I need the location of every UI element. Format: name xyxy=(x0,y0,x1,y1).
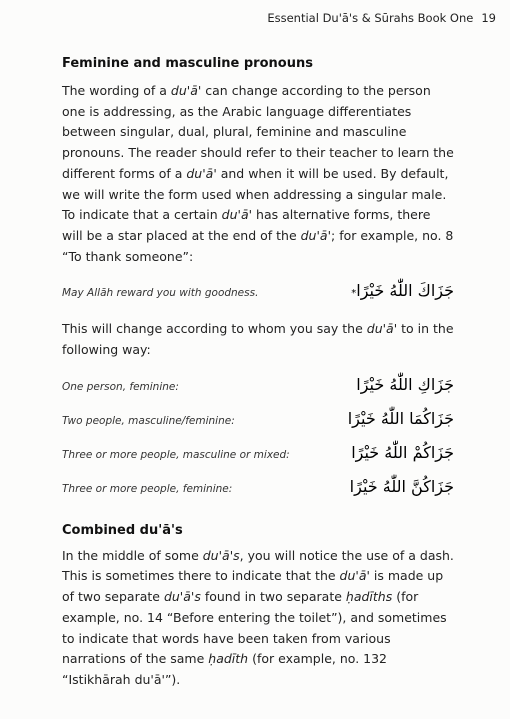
page-content xyxy=(62,56,454,691)
form-row xyxy=(62,375,454,409)
running-header xyxy=(267,11,496,25)
star-marker: * xyxy=(351,288,357,300)
example-translation: May Allāh reward you with goodness. xyxy=(62,287,259,300)
section-heading-combined: Combined du'ā's xyxy=(62,522,183,538)
form-arabic: جَزَاكُمْ اللّٰهُ خَيْرًا xyxy=(351,442,454,462)
form-arabic: جَزَاكُنَّ اللّٰهُ خَيْرًا xyxy=(349,476,454,496)
forms-list xyxy=(62,375,454,511)
form-row xyxy=(62,409,454,443)
form-label: Three or more people, feminine: xyxy=(62,482,233,495)
form-row xyxy=(62,443,454,477)
form-row xyxy=(62,477,454,511)
pronouns-paragraph: The wording of a du'ā' can change according to the person one is addressing, as the Arabic language differentiates between singular, dual, plural, feminine and masculine pronouns. The reader should refer to their teacher to learn the different forms of a du'ā' and when it will be used. By default, we will write the form used when addressing a singular male. To indicate that a certain du'ā' has alternative forms, there will be a star placed at the end of the du'ā'; for example, no. 8 “To thank someone”: xyxy=(62,83,454,264)
form-arabic: جَزَاكُمَا اللّٰهُ خَيْرًا xyxy=(347,408,454,428)
form-arabic: جَزَاكِ اللّٰهُ خَيْرًا xyxy=(356,374,454,394)
example-dua-row xyxy=(62,281,454,315)
form-label: Two people, masculine/feminine: xyxy=(62,414,235,427)
section-heading-pronouns: Feminine and masculine pronouns xyxy=(62,56,313,71)
alternatives-intro: This will change according to whom you say the du'ā' to in the following way: xyxy=(62,321,454,358)
form-label: Three or more people, masculine or mixed: xyxy=(62,448,290,461)
form-label: One person, feminine: xyxy=(62,380,179,393)
page-number: 19 xyxy=(481,11,496,25)
combined-paragraph: In the middle of some du'ā's, you will notice the use of a dash. This is sometimes there to indicate that the du'ā' is made up of two separate du'ā's found in two separate ḥadīths (for example, no. 14 “Before entering the toilet”), and sometimes to indicate that words have been taken from various narrations of the same ḥadīth (for example, no. 132 “Istikhārah du'ā'”). xyxy=(62,547,454,687)
book-title: Essential Du'ā's & Sūrahs Book One xyxy=(267,11,474,25)
example-arabic: جَزَاكَ اللّٰهُ خَيْرًا* xyxy=(351,281,454,301)
